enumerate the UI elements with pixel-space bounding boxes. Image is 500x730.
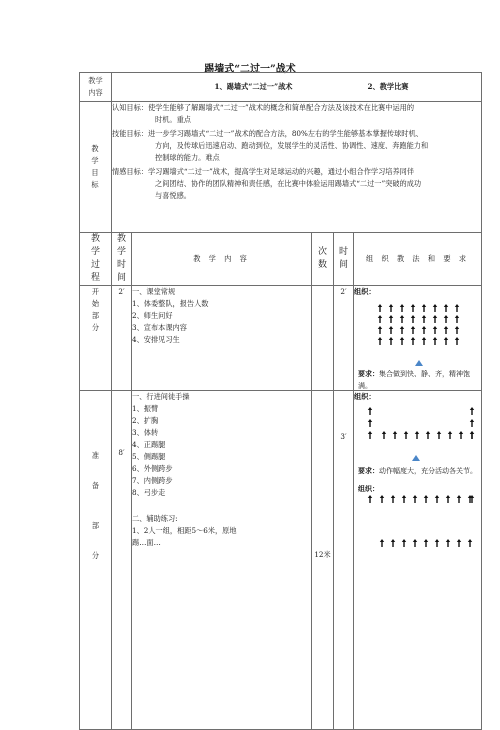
prep-item: 7、内侧跨步	[132, 476, 173, 485]
prep-item: 1、振臂	[132, 404, 159, 413]
duration-header-char: 间	[338, 260, 348, 270]
skill-goal	[112, 128, 481, 164]
organization-label-2: 组织：	[358, 484, 379, 493]
start-section-duration: 2′	[334, 286, 354, 391]
student-marker	[455, 304, 459, 312]
start-item: 一、课堂常规	[132, 287, 176, 296]
student-marker	[435, 495, 439, 503]
skill-goal-line2: 方向，及传球后迅速启动、跑动到位，发展学生的灵活性、协调性、速度、奔跑能力和	[155, 141, 429, 150]
prep-item: 4、正踢腿	[132, 440, 166, 449]
start-item: 2、师生问好	[132, 311, 173, 320]
student-marker	[424, 495, 428, 503]
method-header: 组 织 教 法 和 要 求	[354, 233, 482, 286]
requirement-label: 要求：	[358, 466, 379, 475]
lesson-plan-table	[79, 72, 482, 730]
student-marker	[455, 315, 459, 323]
student-marker	[455, 337, 459, 345]
prep-item: 一、行进间徒手操	[132, 392, 190, 401]
student-marker	[368, 431, 372, 439]
student-marker	[389, 304, 393, 312]
content-item-1: 1、踢墙式“二过一”战术	[214, 82, 293, 91]
student-marker	[444, 337, 448, 345]
time-header-char: 教	[116, 234, 126, 244]
student-marker	[391, 495, 395, 503]
affective-goal-line3: 与喜悦感。	[155, 191, 191, 200]
prep-item: 踢…面…	[132, 538, 161, 547]
requirement-label: 要求：	[358, 369, 379, 378]
student-marker	[411, 304, 415, 312]
prep-drill-diagram	[360, 495, 478, 565]
column-header-row	[80, 233, 482, 286]
student-marker	[424, 539, 428, 547]
organization-label: 组织：	[354, 287, 376, 296]
skill-goal-line1: 技能目标：进一步学习踢墙式“二过一”战术的配合方法，80%左右的学生能够基本掌握传球时机、	[112, 129, 423, 138]
prep-item: 3、体转	[132, 428, 159, 437]
student-marker	[368, 495, 372, 503]
student-marker	[411, 315, 415, 323]
student-marker	[457, 495, 461, 503]
student-marker	[393, 431, 397, 439]
time-header-char: 间	[116, 273, 126, 283]
student-marker	[413, 495, 417, 503]
prep-label-char: 备	[91, 481, 100, 490]
student-marker	[433, 337, 437, 345]
student-marker	[422, 315, 426, 323]
student-marker	[444, 326, 448, 334]
goals-label-char: 目	[91, 168, 100, 177]
process-header-char: 程	[90, 273, 100, 283]
start-section-organization	[354, 286, 482, 391]
duration-header	[334, 233, 354, 286]
process-header-char: 过	[90, 260, 100, 270]
header-row	[80, 73, 482, 102]
student-marker	[411, 337, 415, 345]
start-section-count	[312, 286, 334, 391]
student-marker	[380, 539, 384, 547]
cognitive-goal	[112, 102, 481, 126]
goals-label-char: 教	[91, 144, 100, 153]
start-requirement	[358, 368, 481, 392]
student-marker	[402, 539, 406, 547]
time-header-char: 学	[116, 247, 126, 257]
content-label-cell	[80, 73, 112, 102]
prep-section-label	[80, 391, 112, 730]
document-title: 踢墙式“二过一”战术	[204, 64, 296, 75]
duration-header-char: 时	[338, 247, 348, 257]
student-marker	[413, 539, 417, 547]
requirement-text: 动作幅度大，充分活动各关节。	[379, 467, 477, 475]
student-marker	[391, 539, 395, 547]
count-header-char: 数	[317, 260, 327, 270]
start-label-char: 始	[91, 299, 100, 308]
prep-section-content	[132, 391, 312, 730]
start-item: 4、安排见习生	[132, 335, 180, 344]
prep-section-count: 12米	[312, 391, 334, 730]
student-marker	[455, 326, 459, 334]
student-marker	[389, 337, 393, 345]
student-marker	[422, 337, 426, 345]
prep-section-duration: 3′	[334, 391, 354, 730]
student-marker	[457, 539, 461, 547]
goals-label-char: 学	[91, 156, 100, 165]
organization-label: 组织：	[354, 392, 376, 401]
student-marker	[448, 431, 452, 439]
prep-label-char: 准	[91, 451, 100, 460]
student-marker	[459, 431, 463, 439]
cognitive-goal-line1: 认知目标：使学生能够了解踢墙式“二过一”战术的概念和简单配合方法及该技术在比赛中运用的	[112, 103, 415, 112]
prep-item: 二、辅助练习:	[132, 514, 178, 523]
student-marker	[433, 315, 437, 323]
student-marker	[380, 495, 384, 503]
student-marker	[435, 539, 439, 547]
student-marker	[444, 315, 448, 323]
affective-goal-line2: 之间团结、协作的团队精神和责任感，在比赛中体验运用踢墙式“二过一”突破的成功	[155, 179, 422, 188]
student-marker	[433, 304, 437, 312]
process-header-char: 学	[90, 247, 100, 257]
student-marker	[470, 431, 474, 439]
prep-section-time: 8′	[112, 391, 132, 730]
start-section-time: 2′	[112, 286, 132, 391]
prep-formation-diagram	[360, 405, 478, 463]
student-marker	[378, 326, 382, 334]
student-marker	[378, 315, 382, 323]
student-marker	[368, 419, 372, 427]
start-section-content	[132, 286, 312, 391]
start-formation-diagram	[360, 300, 478, 366]
student-marker	[389, 315, 393, 323]
start-section-row	[80, 286, 482, 391]
start-item: 1、体委整队，报告人数	[132, 299, 209, 308]
goals-row	[80, 102, 482, 233]
prep-requirement	[358, 465, 477, 477]
student-marker	[400, 326, 404, 334]
teacher-marker	[412, 455, 420, 461]
start-label-char: 分	[91, 323, 100, 332]
student-marker	[411, 326, 415, 334]
student-marker	[378, 337, 382, 345]
student-marker	[382, 431, 386, 439]
content-header: 教 学 内 容	[132, 233, 312, 286]
student-marker	[437, 431, 441, 439]
prep-section-row	[80, 391, 482, 730]
start-label-char: 开	[91, 287, 100, 296]
student-marker	[422, 304, 426, 312]
prep-label-char: 分	[91, 551, 100, 560]
prep-label-char: 部	[91, 521, 100, 530]
student-marker	[433, 326, 437, 334]
student-marker	[402, 495, 406, 503]
student-marker	[368, 407, 372, 415]
content-item-2: 2、教学比赛	[367, 82, 409, 91]
prep-section-organization	[354, 391, 482, 730]
process-header	[80, 233, 112, 286]
start-section-label	[80, 286, 112, 391]
student-marker	[444, 304, 448, 312]
content-title-cell	[112, 73, 482, 102]
teacher-marker	[415, 360, 423, 366]
count-header	[312, 233, 334, 286]
time-header	[112, 233, 132, 286]
student-marker	[415, 431, 419, 439]
student-marker	[422, 326, 426, 334]
prep-item: 2、扩胸	[132, 416, 159, 425]
start-label-char: 部	[91, 311, 100, 320]
student-marker	[389, 326, 393, 334]
student-marker	[400, 315, 404, 323]
requirement-text: 集合做到快、静、齐，精神饱满。	[358, 370, 470, 390]
student-marker	[446, 495, 450, 503]
affective-goal	[112, 166, 481, 202]
count-header-char: 次	[317, 247, 327, 257]
student-marker	[470, 419, 474, 427]
affective-goal-line1: 情感目标：学习踢墙式“二过一”战术，提高学生对足球运动的兴趣，通过小组合作学习培养同伴	[112, 167, 415, 176]
student-marker	[404, 431, 408, 439]
skill-goal-line3: 控制球的能力。难点	[155, 153, 220, 162]
goals-text-cell	[112, 102, 482, 233]
prep-item: 6、外侧跨步	[132, 464, 173, 473]
prep-item: 8、弓步走	[132, 488, 166, 497]
student-marker	[400, 337, 404, 345]
content-label-line2: 内容	[88, 88, 103, 97]
student-marker	[400, 304, 404, 312]
process-header-char: 教	[90, 234, 100, 244]
content-label-line1: 教学	[88, 76, 103, 85]
cognitive-goal-line2: 时机。重点	[155, 115, 191, 124]
prep-item: 5、侧踢腿	[132, 452, 166, 461]
student-marker	[446, 539, 450, 547]
student-marker	[426, 431, 430, 439]
goals-label-cell	[80, 102, 112, 233]
student-marker	[470, 407, 474, 415]
start-item: 3、宣布本课内容	[132, 323, 187, 332]
prep-item: 1、2人一组，相距5～6米，原地	[132, 526, 237, 535]
student-marker	[378, 304, 382, 312]
student-marker	[468, 539, 472, 547]
time-header-char: 时	[116, 260, 126, 270]
goals-label-char: 标	[91, 180, 100, 189]
